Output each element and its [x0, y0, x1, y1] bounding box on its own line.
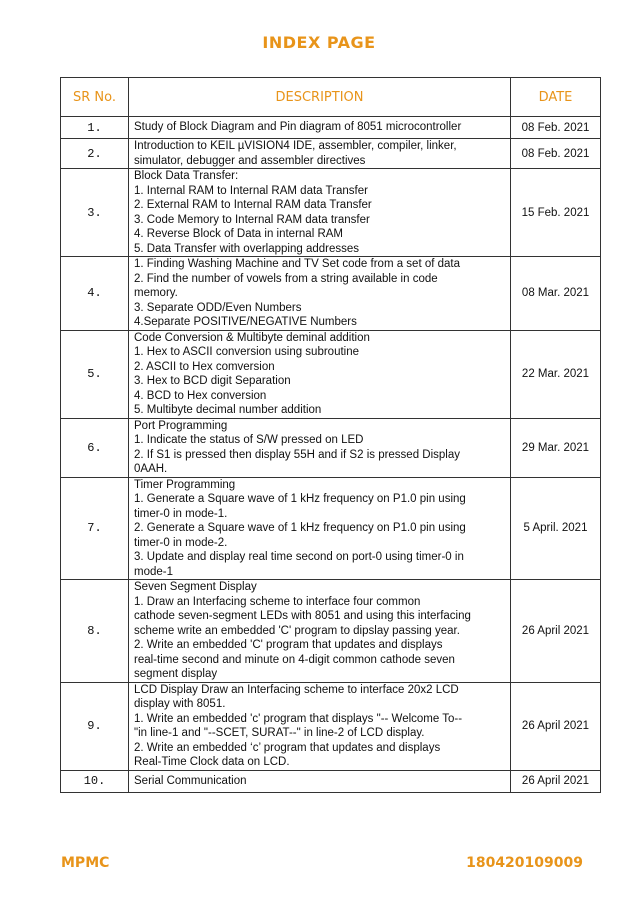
row-date: 08 Feb. 2021 [511, 139, 601, 169]
description-line: 1. Finding Washing Machine and TV Set code from a set of data [134, 258, 461, 270]
row-sr-no: 6. [61, 418, 129, 477]
page-title: INDEX PAGE [262, 33, 376, 52]
table-row [61, 330, 601, 418]
description-line: Port Programming [134, 419, 228, 432]
description-line: scheme write an embedded 'C' program to dipslay passing year. [134, 624, 460, 637]
description-line: 2. Generate a Square wave of 1 kHz frequency on P1.0 pin using [134, 522, 466, 534]
description-line: Serial Communication [134, 774, 247, 787]
description-line: 1. Write an embedded 'c' program that displays "-- Welcome To-- [134, 712, 463, 725]
row-description [129, 770, 511, 792]
row-date: 5 April. 2021 [511, 477, 601, 580]
description-line: memory. [134, 287, 178, 299]
description-line: Seven Segment Display [134, 581, 257, 593]
header-description: DESCRIPTION [129, 78, 511, 117]
description-line: 2. If S1 is pressed then display 55H and if S2 is pressed Display [134, 448, 461, 461]
header-date: DATE [511, 78, 601, 117]
row-description [129, 330, 511, 418]
description-line: 2. Write an embedded 'C' program that updates and displays [134, 639, 443, 651]
table-header-row [61, 78, 601, 117]
row-date: 08 Feb. 2021 [511, 117, 601, 139]
description-line: Code Conversion & Multibyte deminal addition [134, 331, 370, 344]
table-row [61, 477, 601, 580]
row-sr-no: 1. [61, 117, 129, 139]
description-line: LCD Display Draw an Interfacing scheme to interface 20x2 LCD [134, 683, 459, 696]
description-line: display with 8051. [134, 698, 226, 710]
row-date: 26 April 2021 [511, 580, 601, 683]
row-sr-no: 8. [61, 580, 129, 683]
row-sr-no: 4. [61, 257, 129, 331]
row-description [129, 418, 511, 477]
description-line: 2. Write an embedded ‘c’ program that updates and displays [134, 741, 441, 754]
description-line: 2. External RAM to Internal RAM data Transfer [134, 199, 372, 211]
table-row [61, 257, 601, 331]
row-description [129, 139, 511, 169]
description-line: 5. Data Transfer with overlapping addresses [134, 242, 360, 255]
description-line: 4. Reverse Block of Data in internal RAM [134, 228, 344, 240]
row-sr-no: 3. [61, 169, 129, 257]
description-line: Timer Programming [134, 478, 236, 491]
description-line: 1. Hex to ASCII conversion using subroutine [134, 346, 360, 358]
row-sr-no: 5. [61, 330, 129, 418]
table-row [61, 682, 601, 770]
description-line: 3. Code Memory to Internal RAM data transfer [134, 213, 370, 226]
description-line: 3. Separate ODD/Even Numbers [134, 301, 302, 314]
description-line: 1. Generate a Square wave of 1 kHz frequency on P1.0 pin using [134, 493, 466, 505]
header-sr-no: SR No. [61, 78, 129, 117]
description-line: timer-0 in mode-1. [134, 507, 228, 520]
description-line: 2. Find the number of vowels from a string available in code [134, 272, 438, 285]
description-line: 1. Internal RAM to Internal RAM data Transfer [134, 184, 368, 197]
description-line: segment display [134, 668, 218, 680]
description-line: Block Data Transfer: [134, 170, 239, 182]
row-date: 29 Mar. 2021 [511, 418, 601, 477]
description-line: 3. Hex to BCD digit Separation [134, 375, 291, 387]
footer-subject: MPMC [61, 855, 110, 871]
row-description [129, 117, 511, 139]
row-description [129, 169, 511, 257]
description-line: Introduction to KEIL µVISION4 IDE, assembler, compiler, linker, [134, 140, 457, 152]
row-sr-no: 2. [61, 139, 129, 169]
description-line: 0AAH. [134, 463, 168, 475]
row-date: 26 April 2021 [511, 682, 601, 770]
description-line: timer-0 in mode-2. [134, 536, 228, 549]
footer-enrollment-number: 180420109009 [466, 855, 583, 871]
row-date: 15 Feb. 2021 [511, 169, 601, 257]
table-row [61, 169, 601, 257]
table-row [61, 580, 601, 683]
description-line: Real-Time Clock data on LCD. [134, 756, 290, 768]
description-line: 3. Update and display real time second on port-0 using timer-0 in [134, 551, 464, 563]
row-description [129, 580, 511, 683]
description-line: 4. BCD to Hex conversion [134, 389, 267, 402]
index-table [60, 77, 601, 793]
description-line: 4.Separate POSITIVE/NEGATIVE Numbers [134, 316, 357, 328]
description-line: simulator, debugger and assembler directives [134, 154, 366, 167]
description-line: Study of Block Diagram and Pin diagram of 8051 microcontroller [134, 121, 462, 134]
row-date: 22 Mar. 2021 [511, 330, 601, 418]
row-date: 26 April 2021 [511, 770, 601, 792]
row-sr-no: 9. [61, 682, 129, 770]
description-line: mode-1 [134, 565, 173, 578]
row-sr-no: 7. [61, 477, 129, 580]
table-row [61, 139, 601, 169]
description-line: 2. ASCII to Hex comversion [134, 360, 275, 373]
table-row [61, 770, 601, 792]
row-description [129, 477, 511, 580]
row-description [129, 257, 511, 331]
row-sr-no: 10. [61, 770, 129, 792]
row-date: 08 Mar. 2021 [511, 257, 601, 331]
row-description [129, 682, 511, 770]
table-row [61, 117, 601, 139]
table-row [61, 418, 601, 477]
description-line: "in line-1 and "--SCET, SURAT--" in line-2 of LCD display. [134, 727, 425, 739]
description-line: 1. Draw an Interfacing scheme to interface four common [134, 595, 421, 608]
description-line: 1. Indicate the status of S/W pressed on LED [134, 434, 364, 446]
description-line: cathode seven-segment LEDs with 8051 and using this interfacing [134, 610, 471, 622]
description-line: 5. Multibyte decimal number addition [134, 404, 322, 416]
description-line: real-time second and minute on 4-digit common cathode seven [134, 653, 455, 666]
